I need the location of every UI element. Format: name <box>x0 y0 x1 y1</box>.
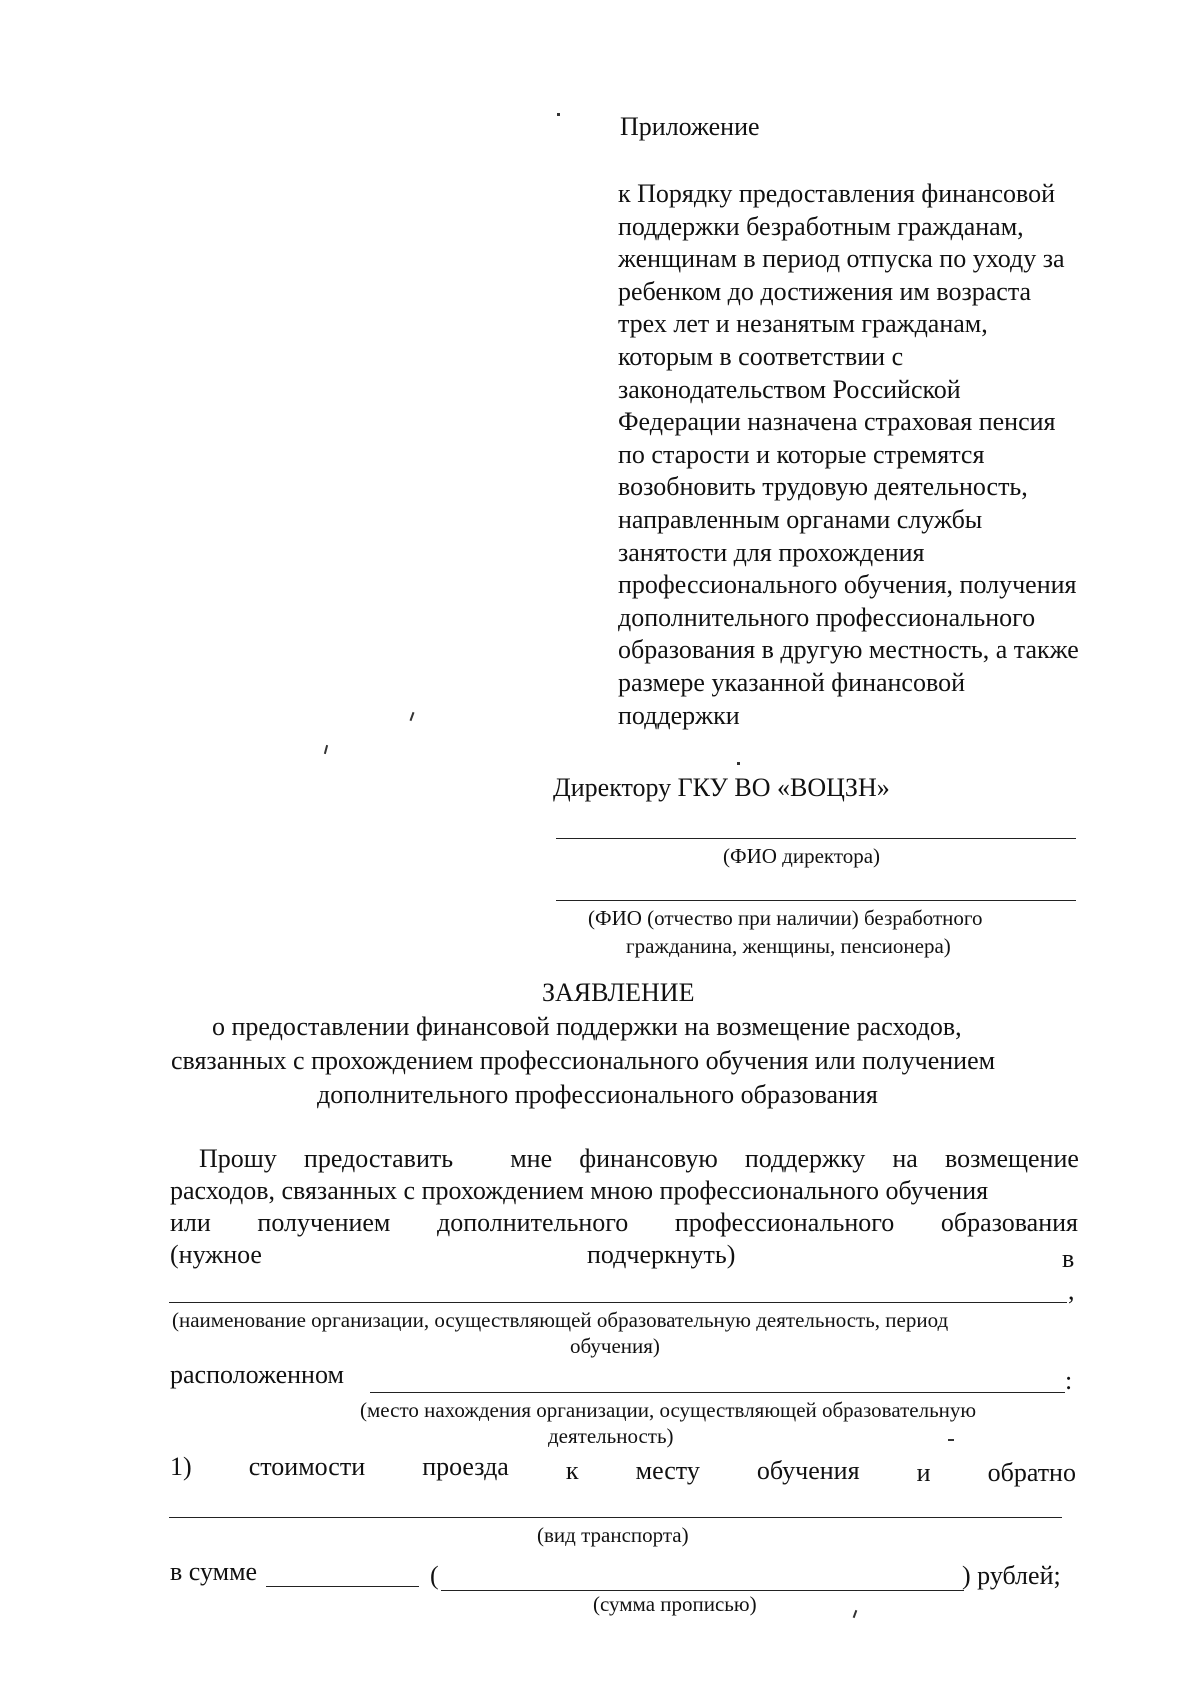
body-line-1 <box>199 1144 1079 1174</box>
body-line-3 <box>170 1208 1078 1238</box>
appendix-line: профессионального обучения, получения <box>618 570 1077 600</box>
statement-subtitle-3: дополнительного профессионального образования <box>317 1080 878 1109</box>
organization-line <box>169 1302 1067 1303</box>
applicant-caption-1: (ФИО (отчество при наличии) безработного <box>588 906 983 930</box>
location-caption-1: (место нахождения организации, осуществляющей образовательную <box>360 1398 977 1422</box>
sum-words-line <box>441 1590 964 1591</box>
location-caption-2: деятельность) <box>548 1424 674 1448</box>
statement-subtitle-2: связанных с прохождением профессионального обучения или получением <box>171 1046 996 1075</box>
appendix-line: поддержки <box>618 700 740 730</box>
item-1-word: месту <box>635 1456 700 1485</box>
sum-label: в сумме <box>170 1557 258 1586</box>
scan-speck <box>410 712 415 721</box>
appendix-line: ребенком до достижения им возраста <box>618 276 1032 306</box>
appendix-line: трех лет и незанятым гражданам, <box>618 309 988 339</box>
item-1-word: проезда <box>422 1452 509 1481</box>
organization-caption-2: обучения) <box>570 1334 660 1358</box>
body-line-4-left: (нужное <box>170 1240 262 1269</box>
body-word: финансовую <box>579 1144 718 1173</box>
body-word: или <box>170 1208 211 1237</box>
addressee-to: Директору ГКУ ВО «ВОЦЗН» <box>553 773 890 802</box>
director-caption: (ФИО директора) <box>723 844 881 868</box>
scan-speck <box>853 1610 858 1618</box>
statement-title: ЗАЯВЛЕНИЕ <box>542 978 695 1007</box>
body-word: поддержку <box>744 1144 866 1173</box>
body-word: профессионального <box>674 1208 895 1237</box>
location-line <box>370 1392 1065 1393</box>
applicant-caption-2: гражданина, женщины, пенсионера) <box>626 934 951 958</box>
appendix-heading: Приложение <box>620 112 760 141</box>
item-1-word: стоимости <box>248 1452 366 1481</box>
appendix-line: возобновить трудовую деятельность, <box>618 472 1028 502</box>
appendix-line: которым в соответствии с <box>618 341 904 371</box>
appendix-line: дополнительного профессионального <box>618 602 1036 632</box>
appendix-text <box>618 178 1079 732</box>
body-word: получением <box>257 1208 391 1237</box>
appendix-line: Федерации назначена страховая пенсия <box>618 407 1056 437</box>
body-word: на <box>892 1144 918 1173</box>
appendix-line: образования в другую местность, а также <box>618 635 1079 665</box>
item-1-word: и <box>916 1458 931 1487</box>
scan-speck <box>948 1439 954 1441</box>
item-1-word: обучения <box>756 1456 860 1485</box>
sum-caption: (сумма прописью) <box>593 1592 757 1616</box>
location-colon: : <box>1065 1366 1073 1395</box>
appendix-line: занятости для прохождения <box>618 537 925 567</box>
sum-digits-line <box>266 1586 419 1587</box>
item-1-word: 1) <box>170 1452 192 1481</box>
item-1-word: обратно <box>987 1458 1076 1487</box>
statement-subtitle-1: о предоставлении финансовой поддержки на возмещение расходов, <box>212 1012 962 1041</box>
body-line-4-right: в <box>1062 1244 1075 1273</box>
appendix-line: женщинам в период отпуска по уходу за <box>618 244 1065 274</box>
body-line-4-mid: подчеркнуть) <box>587 1240 736 1269</box>
scan-speck <box>324 745 328 754</box>
organization-comma: , <box>1068 1276 1075 1305</box>
located-label: расположенном <box>170 1360 344 1389</box>
transport-line <box>169 1517 1062 1518</box>
body-word: дополнительного <box>436 1208 629 1237</box>
body-word: образования <box>940 1208 1078 1237</box>
transport-caption: (вид транспорта) <box>537 1523 689 1547</box>
sum-paren-open: ( <box>430 1561 439 1590</box>
director-name-line <box>556 838 1076 839</box>
appendix-line: поддержки безработным гражданам, <box>618 211 1024 241</box>
scan-speck <box>557 113 560 116</box>
body-word: мне <box>510 1144 553 1173</box>
scan-speck <box>737 762 740 765</box>
appendix-line: направленным органами службы <box>618 504 983 534</box>
item-1-line <box>170 1452 1076 1487</box>
body-word: предоставить <box>303 1144 454 1173</box>
item-1-word: к <box>565 1456 579 1485</box>
organization-caption-1: (наименование организации, осуществляющей образовательную деятельность, период <box>172 1308 949 1332</box>
appendix-line: размере указанной финансовой <box>618 667 965 697</box>
appendix-line: законодательством Российской <box>618 374 961 404</box>
applicant-name-line <box>556 900 1076 901</box>
sum-rubles: ) рублей; <box>962 1561 1061 1590</box>
appendix-line: к Порядку предоставления финансовой <box>618 179 1056 208</box>
body-word: возмещение <box>944 1144 1079 1173</box>
appendix-line: по старости и которые стремятся <box>618 439 985 469</box>
body-word: Прошу <box>199 1144 277 1173</box>
body-line-2: расходов, связанных с прохождением мною профессионального обучения <box>170 1176 989 1205</box>
